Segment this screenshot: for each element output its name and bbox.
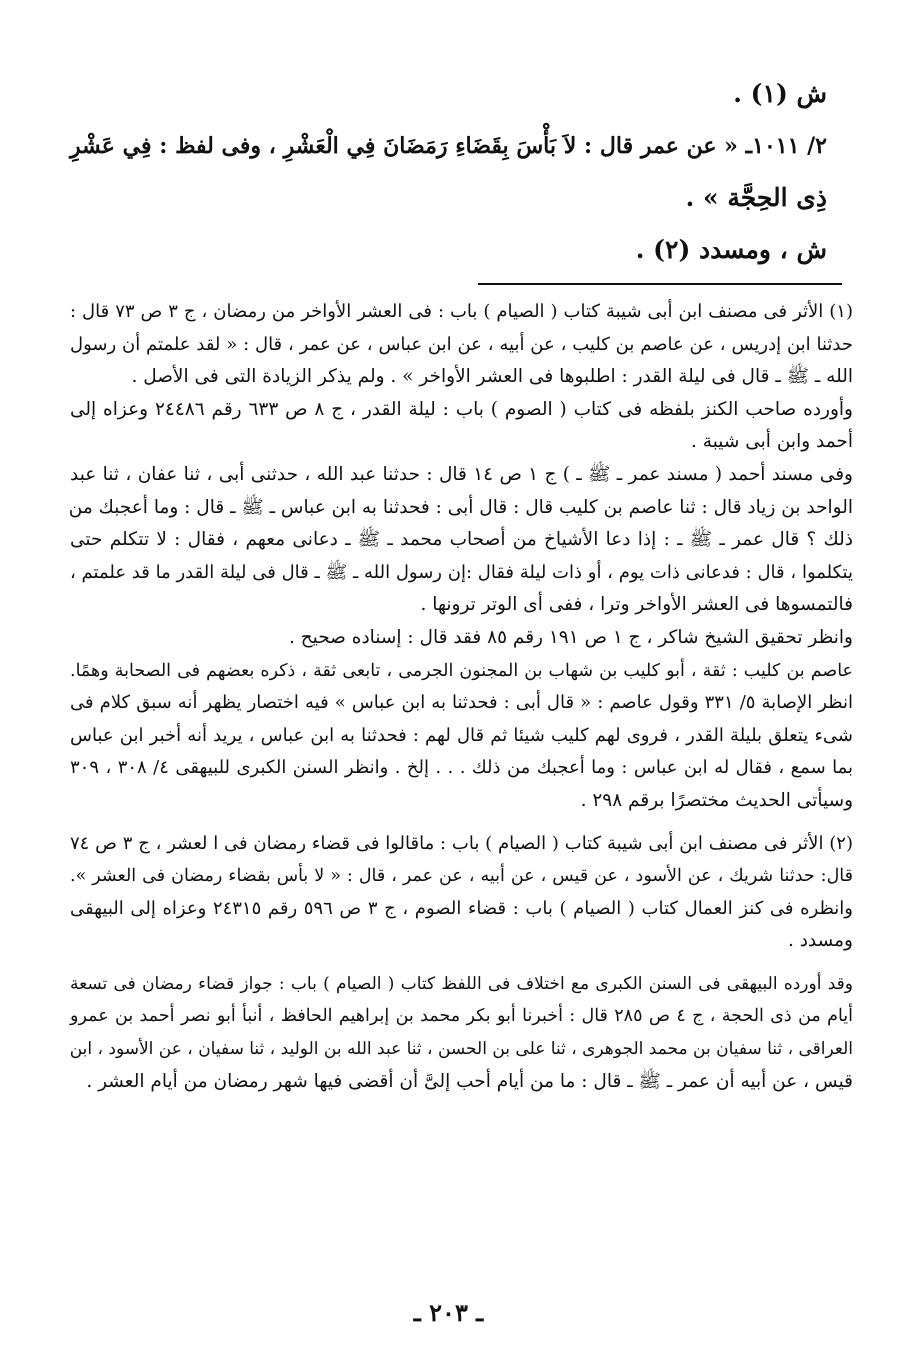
- footnote-line: (٢) الأثر فى مصنف ابن أبى شيبة كتاب ( الصيام ) باب : ماقالوا فى قضاء رمضان فى ا لعشر ، ج ٣ ص ٧٤: [70, 832, 853, 854]
- hadith-line: ش ، ومسدد (٢) .: [635, 235, 827, 264]
- footnote-line: أحمد وابن أبى شيبة .: [691, 431, 853, 453]
- footnotes: [70, 296, 853, 1098]
- footnote-line: شىء يتعلق بليلة القدر ، فروى لهم كليب شيئا ثم قال لهم : فحدثنا به ابن عباس ، يريد أنه أخبر ابن عباس: [70, 724, 853, 746]
- footnote-line: قيس ، عن أبيه أن عمر ـ ﷺ ـ قال : ما من أيام أحب إلىَّ أن أقضى فيها شهر رمضان من أيام العشر .: [86, 1070, 853, 1092]
- page-number: ـ ٢٠٣ ـ: [413, 1298, 484, 1327]
- footnote-line: العراقى ، ثنا سفيان بن محمد الجوهرى ، ثنا على بن الحسن ، ثنا عبد الله بن الوليد ، ثنا سفيان ، عن الأسود ، ابن: [69, 1039, 853, 1060]
- footnote-separator: [478, 283, 842, 285]
- footnote-line: الله ـ ﷺ ـ قال فى ليلة القدر : اطلبوها فى العشر الأواخر » . ولم يذكر الزيادة التى فى الأصل .: [131, 366, 853, 388]
- footnote-line: بما سمع ، فقال له ابن عباس : وما أعجبك من ذلك . . . إلخ . وانظر السنن الكبرى للبيهقى ٤/ ٣٠٨ ، ٣٠٩: [70, 757, 853, 779]
- footnote-line: انظر الإصابة ٥/ ٣٣١ وقول عاصم : « قال أبى : فحدثنا به ابن عباس » فيه اختصار يظهر أنه سبق كلام فى: [70, 692, 853, 714]
- footnote-line: وأورده صاحب الكنز بلفظه فى كتاب ( الصوم ) باب : ليلة القدر ، ج ٨ ص ٦٣٣ رقم ٢٤٤٨٦ وعزاه إلى: [70, 398, 853, 420]
- footnote-line: قال: حدثنا شريك ، عن الأسود ، عن قيس ، عن أبيه ، عن عمر ، قال : « لا بأس بقضاء رمضان فى العشر ».: [70, 866, 853, 887]
- footnote-gap: [70, 958, 853, 968]
- footnote-line: وانظر تحقيق الشيخ شاكر ، ج ١ ص ١٩١ رقم ٨٥ فقد قال : إسناده صحيح .: [288, 626, 853, 648]
- footnote-line: (١) الأثر فى مصنف ابن أبى شيبة كتاب ( الصيام ) باب : فى العشر الأواخر من رمضان ، ج ٣ ص ٧٣ قال :: [70, 301, 853, 322]
- hadith-block: [70, 68, 827, 276]
- footnote-line: وانظره فى كنز العمال كتاب ( الصيام ) باب : قضاء الصوم ، ج ٣ ص ٥٩٦ رقم ٢٤٣١٥ وعزاه إلى البيهقى: [70, 897, 853, 919]
- footnote-gap: [70, 818, 853, 828]
- footnote-line: فالتمسوها فى العشر الأواخر وترا ، ففى أى الوتر ترونها .: [420, 594, 853, 616]
- hadith-line: ٢/ ١٠١١ـ « عن عمر قال : لاَ بَأْسَ بِقَضَاءِ رَمَضَانَ فِي الْعَشْرِ ، وفى لفظ : فِي عَشْرِ: [70, 133, 827, 159]
- hadith-line: ذِى الحِجَّة » .: [685, 183, 827, 212]
- footnote-line: وفى مسند أحمد ( مسند عمر ـ ﷺ ـ ) ج ١ ص ١٤ قال : حدثنا عبد الله ، حدثنى أبى ، ثنا عفان ، ثنا عبد: [70, 463, 853, 485]
- footnote-line: ومسدد .: [787, 930, 853, 952]
- footnote-line: وقد أورده البيهقى فى السنن الكبرى مع اختلاف فى اللفظ كتاب ( الصيام ) باب : جواز قضاء رمضان فى تسعة: [70, 973, 853, 994]
- footnote-line: ذلك ؟ قال عمر ـ ﷺ ـ : إذا دعا الأشياخ من أصحاب محمد ـ ﷺ ـ دعانى معهم ، فقال : لا تتكلم حتى: [70, 529, 853, 551]
- footnote-line: أيام من ذى الحجة ، ج ٤ ص ٢٨٥ قال : أخبرنا أبو بكر محمد بن إبراهيم الحافظ ، أنبأ أبو نصر أحمد بن عمرو: [70, 1006, 854, 1027]
- footnote-line: حدثنا ابن إدريس ، عن عاصم بن كليب ، عن أبيه ، عن ابن عباس ، عن عمر ، قال : « لقد علمتم أن رسول: [70, 333, 853, 355]
- footnote-line: الواحد بن زياد قال : ثنا عاصم بن كليب قال : قال أبى : فحدثنا به ابن عباس ـ ﷺ ـ قال : وما أعجبك من: [68, 496, 853, 518]
- footnote-line: يتكلموا ، قال : فدعانى ذات يوم ، أو ذات ليلة فقال :إن رسول الله ـ ﷺ ـ قال فى ليلة القدر ما قد علمتم ،: [70, 561, 853, 583]
- hadith-line: ش (١) .: [733, 79, 827, 108]
- footnote-line: وسيأتى الحديث مختصرًا برقم ٢٩٨ .: [580, 789, 853, 811]
- footnote-line: عاصم بن كليب : ثقة ، أبو كليب بن شهاب بن المجنون الجرمى ، تابعى ثقة ، ذكره بعضهم فى الصحابة وهمًا.: [70, 660, 853, 681]
